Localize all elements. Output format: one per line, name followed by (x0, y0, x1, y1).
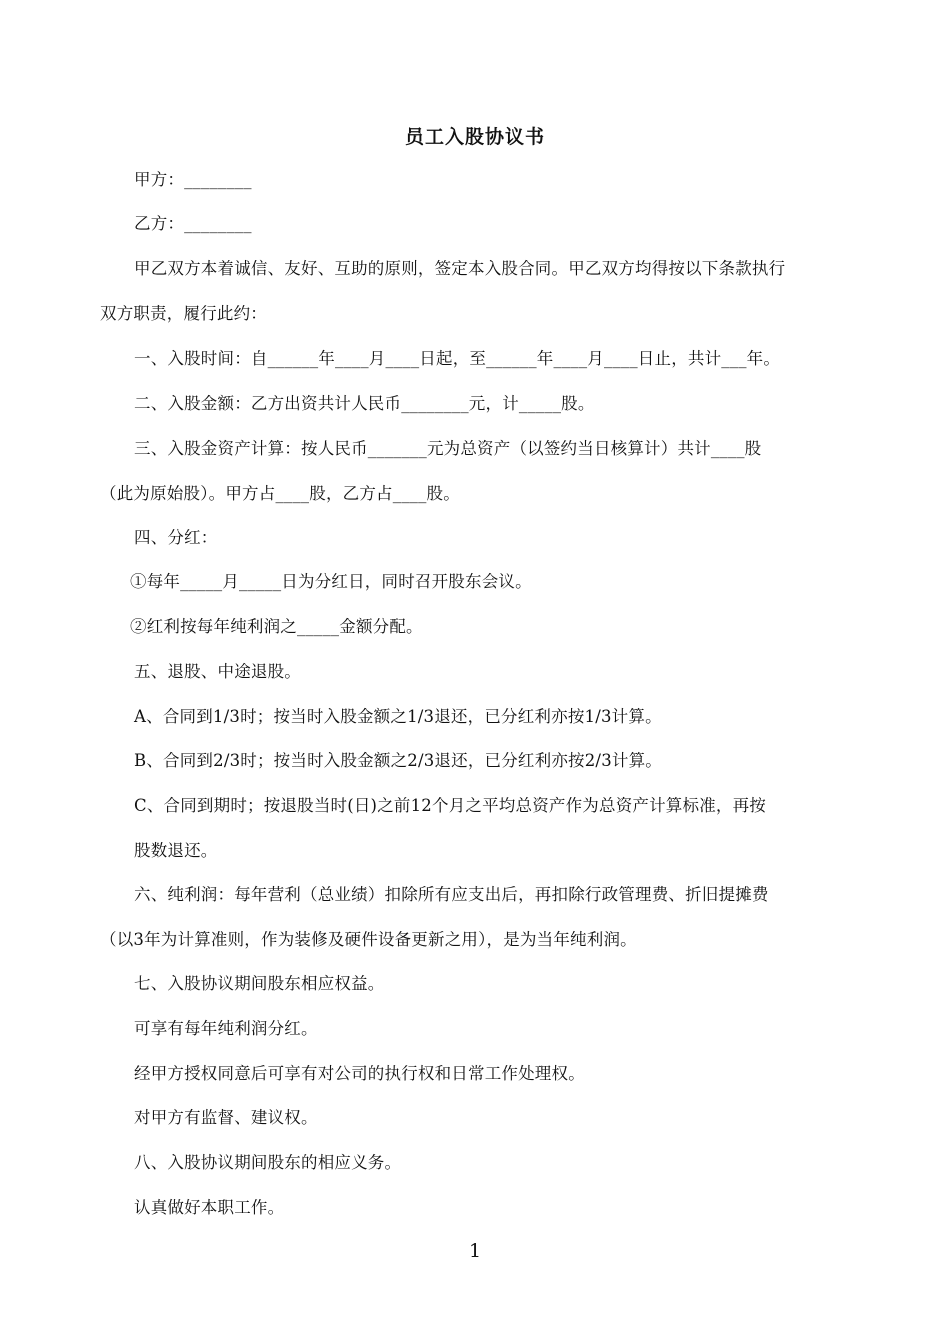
intro-line-1: 甲乙双方本着诚信、友好、互助的原则，签定本入股合同。甲乙双方均得按以下条款执行 (134, 259, 786, 278)
clause-6-line-1: 六、纯利润：每年营利（总业绩）扣除所有应支出后，再扣除行政管理费、折旧提摊费 (134, 885, 769, 904)
party-a-line: 甲方：________ (134, 170, 252, 189)
clause-8-heading: 八、入股协议期间股东的相应义务。 (134, 1153, 402, 1172)
clause-7-heading: 七、入股协议期间股东相应权益。 (134, 974, 385, 993)
clause-7-item-3: 对甲方有监督、建议权。 (134, 1108, 318, 1127)
intro-line-2: 双方职责，履行此约： (100, 304, 267, 323)
clause-8-item-1: 认真做好本职工作。 (134, 1198, 285, 1217)
clause-2-line: 二、入股金额：乙方出资共计人民币________元，计_____股。 (134, 394, 595, 413)
clause-3-line-1: 三、入股金资产计算：按人民币_______元为总资产（以签约当日核算计）共计____股 (134, 439, 762, 458)
clause-5-heading: 五、退股、中途退股。 (134, 662, 301, 681)
clause-3-line-2: （此为原始股）。甲方占____股，乙方占____股。 (100, 484, 460, 503)
page-number: 1 (468, 1240, 482, 1262)
clause-5-item-b: B、合同到2/3时；按当时入股金额之2/3退还，已分红利亦按2/3计算。 (134, 751, 662, 770)
clause-5-item-a: A、合同到1/3时；按当时入股金额之1/3退还，已分红利亦按1/3计算。 (134, 707, 662, 726)
clause-7-item-2: 经甲方授权同意后可享有对公司的执行权和日常工作处理权。 (134, 1064, 585, 1083)
clause-6-line-2: （以3年为计算准则，作为装修及硬件设备更新之用），是为当年纯利润。 (100, 930, 637, 949)
clause-5-item-c-line-2: 股数退还。 (134, 841, 218, 860)
clause-7-item-1: 可享有每年纯利润分红。 (134, 1019, 318, 1038)
clause-4-item-2: ②红利按每年纯利润之_____金额分配。 (130, 617, 423, 636)
party-b-line: 乙方：________ (134, 214, 252, 233)
clause-4-item-1: ①每年_____月_____日为分红日，同时召开股东会议。 (130, 572, 532, 591)
clause-5-item-c-line-1: C、合同到期时；按退股当时(日)之前12个月之平均总资产作为总资产计算标准，再按 (134, 796, 766, 815)
clause-4-heading: 四、分红： (134, 528, 218, 547)
clause-1-line: 一、入股时间：自______年____月____日起，至______年____月____日止，共计___年。 (134, 349, 781, 368)
document-title: 员工入股协议书 (404, 126, 545, 148)
